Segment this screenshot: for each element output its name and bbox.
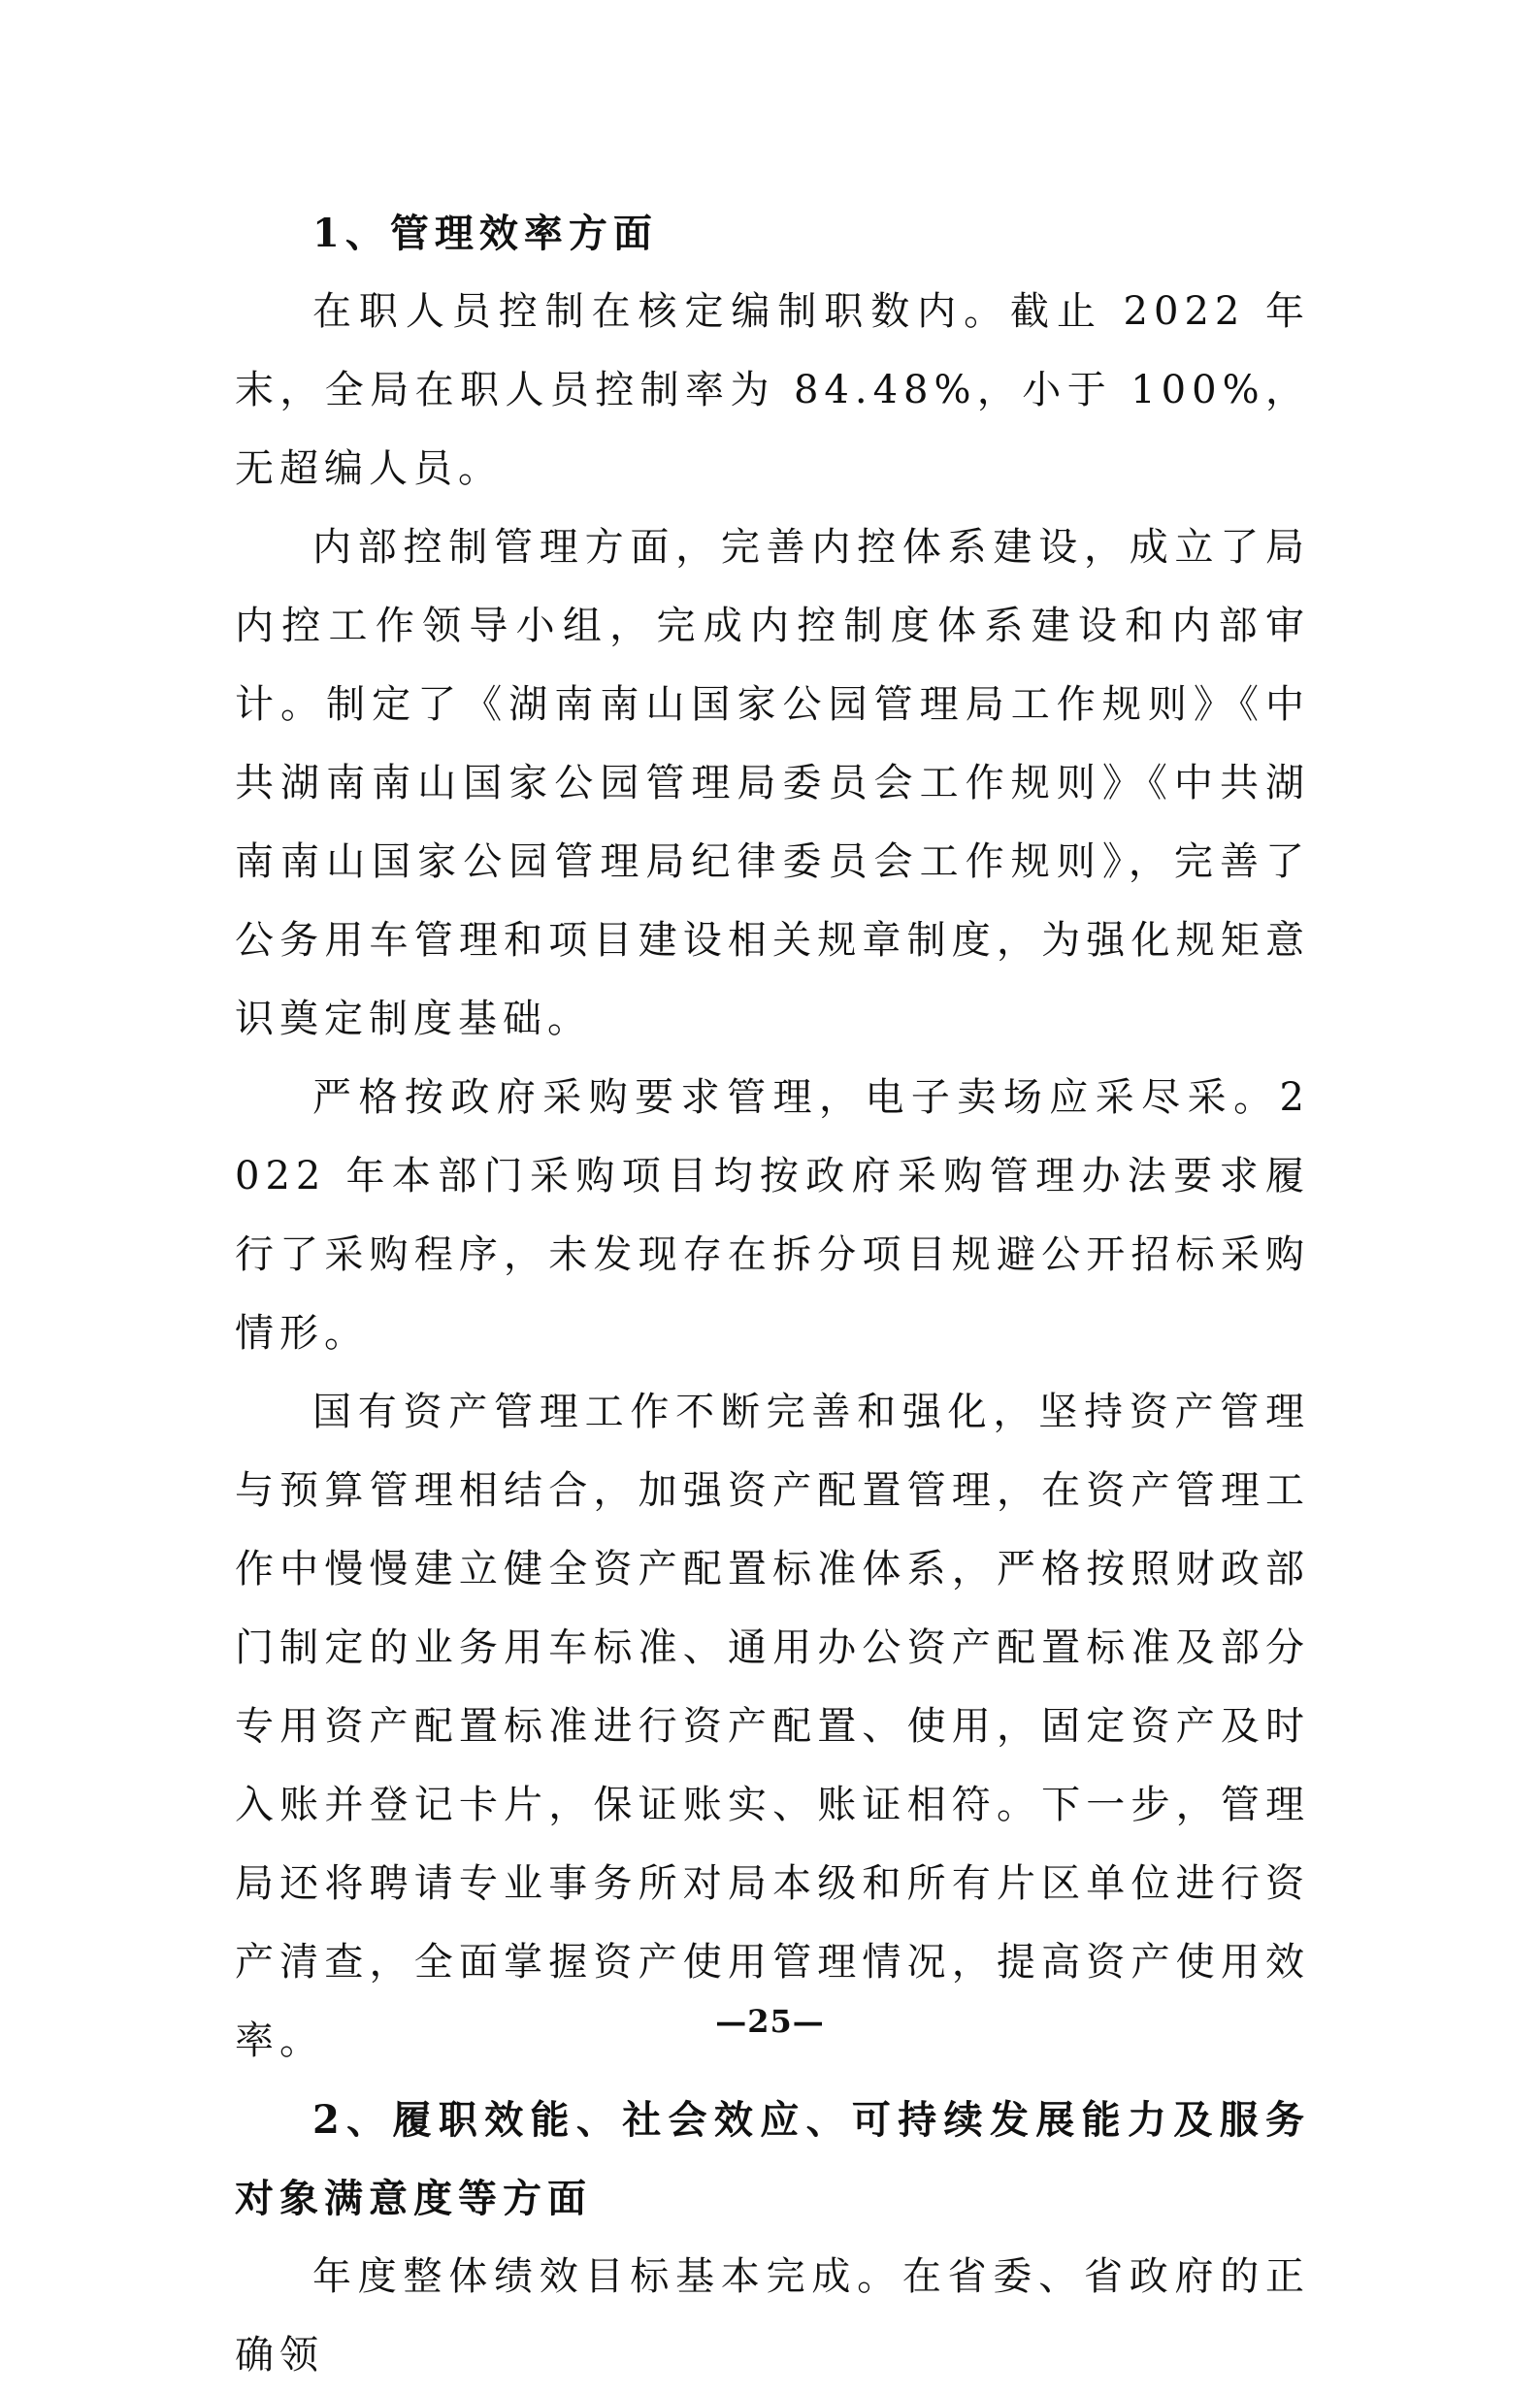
document-body bbox=[235, 194, 1310, 2395]
paragraph-government-procurement: 严格按政府采购要求管理，电子卖场应采尽采。2022 年本部门采购项目均按政府采购管理办法要求履行了采购程序，未发现存在拆分项目规避公开招标采购情形。 bbox=[235, 1075, 1310, 1356]
paragraph-internal-control: 内部控制管理方面，完善内控体系建设，成立了局内控工作领导小组，完成内控制度体系建设和内部审计。制定了《湖南南山国家公园管理局工作规则》《中共湖南南山国家公园管理局委员会工作规则》《中共湖南南山国家公园管理局纪律委员会工作规则》，完善了公务用车管理和项目建设相关规章制度，为强化规矩意识奠定制度基础。 bbox=[235, 525, 1310, 1041]
paragraph-state-asset-management: 国有资产管理工作不断完善和强化，坚持资产管理与预算管理相结合，加强资产配置管理，在资产管理工作中慢慢建立健全资产配置标准体系，严格按照财政部门制定的业务用车标准、通用办公资产配置标准及部分专用资产配置标准进行资产配置、使用，固定资产及时入账并登记卡片，保证账实、账证相符。下一步，管理局还将聘请专业事务所对局本级和所有片区单位进行资产清查，全面掌握资产使用管理情况，提高资产使用效率。 bbox=[235, 1390, 1310, 2063]
section-heading-management-efficiency: 1、管理效率方面 bbox=[312, 211, 658, 256]
paragraph-annual-performance: 年度整体绩效目标基本完成。在省委、省政府的正确领 bbox=[235, 2254, 1310, 2378]
paragraph-staffing-control: 在职人员控制在核定编制职数内。截止 2022 年末，全局在职人员控制率为 84.48%，小于 100%，无超编人员。 bbox=[235, 289, 1310, 491]
section-heading-performance-effectiveness: 2、履职效能、社会效应、可持续发展能力及服务对象满意度等方面 bbox=[235, 2097, 1310, 2221]
page-number: —25— bbox=[715, 2003, 825, 2040]
